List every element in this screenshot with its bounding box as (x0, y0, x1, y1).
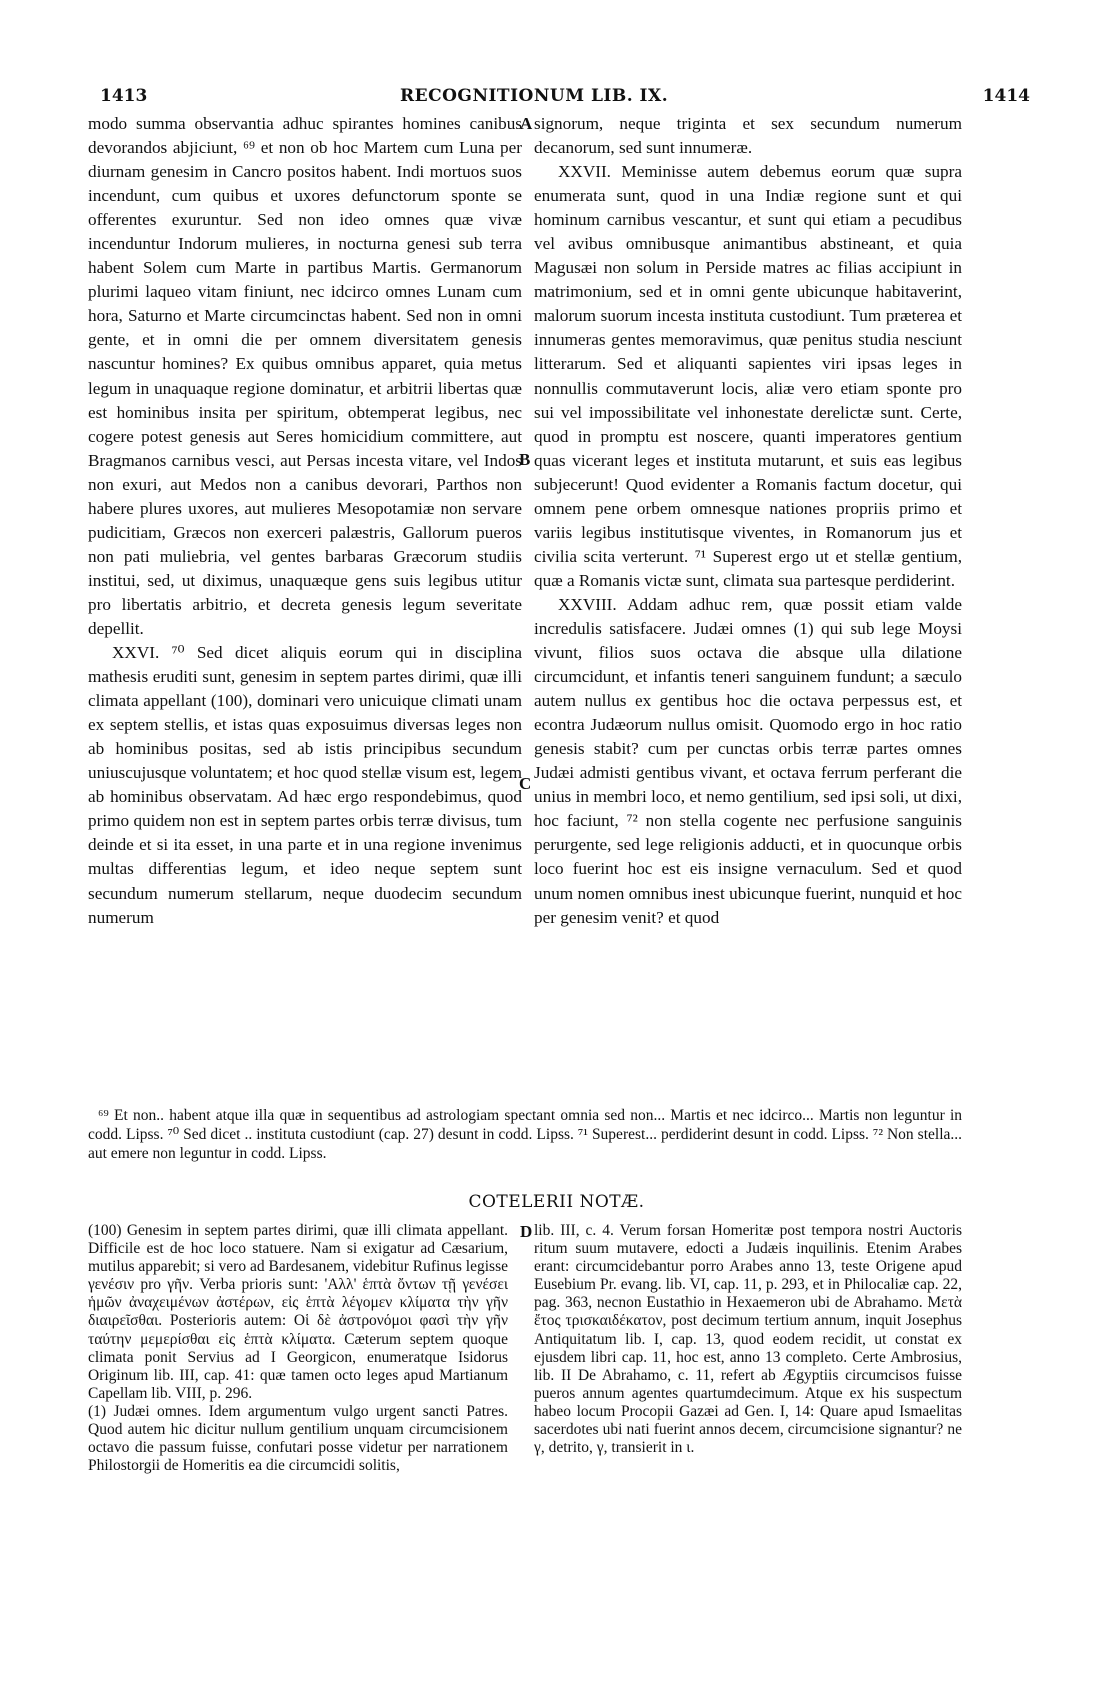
left-column (88, 112, 522, 1090)
note-paragraph: (100) Genesim in septem partes dirimi, quæ illi climata appellant. Difficile est de hoc loco statuere. Nam si exigatur ad Cæsarium, mutilus apparebit; si vero ad Bardesanem, videbitur Rufinus legisse γενέσιν pro γῆν. Verba prioris sunt: 'Αλλ' ἑπτὰ ὄντων τῇ γενέσει ἡμῶν ἀναχειμένων ἀστέρων, εἰς ἑπτὰ λέγομεν κλίματα τὴν γῆν διαιρεῖσθαι. Posterioris autem: Οἱ δὲ ἀστρονόμοι φασὶ τὴν γῆν ταύτην μεμερίσθαι εἰς ἑπτὰ κλίματα. Cæterum septem quoque climata ponit Servius ad I Georgicon, enumeratque Isidorus Originum lib. III, cap. 41: quæ tamen octo leges apud Martianum Capellam lib. VIII, p. 296. (88, 1222, 508, 1402)
note-paragraph: (1) Judæi omnes. Idem argumentum vulgo urgent sancti Patres. Quod autem hic dicitur nullum gentilium unquam circumcisionem octavo die passum fuisse, confutari posse videtur per narrationem Philostorgii de Homeritis ea die circumcidi solitis, (88, 1402, 508, 1475)
paragraph: modo summa observantia adhuc spirantes homines canibus devorandos abjiciunt, ⁶⁹ et non ob hoc Martem cum Luna per diurnam genesim in Cancro positos habent. Indi mortuos suos incendunt, cum quibus et uxores defunctorum sponte se offerentes exuruntur. Sed non ideo omnes quæ vivæ incenduntur Indorum mulieres, in nocturna genesi sub terra habent Solem cum Marte in partibus Martis. Germanorum plurimi laqueo vitam finiunt, nec idcirco omnes Lunam cum hora, Saturno et Marte circumcinctas habent. Sed non in omni gente, et in omni die per omnem diversitatem genesis nascuntur homines? Ex quibus omnibus apparet, quia metus legum in unaquaque regione dominatur, et arbitrii libertas quæ est hominibus insita per spiritum, obtemperat legibus, nec cogere potest genesis aut Seres homicidium committere, aut Bragmanos carnibus vesci, aut Persas incesta vitare, vel Indos non exuri, aut Medos non a canibus devorari, Parthos non habere plures uxores, aut mulieres Mesopotamiæ non servare pudicitiam, Græcos non exerceri palæstris, Gallorum pueros non pati muliebria, vel gentes barbaras Græcorum studiis institui, sed, ut diximus, unaquæque gens suis legibus utitur pro libertatis arbitrio, et decreta genesis legum severitate depellit. (88, 114, 522, 638)
running-header (100, 86, 1030, 112)
page-number-left: 1413 (100, 86, 148, 106)
right-column (534, 112, 962, 1090)
paragraph: XXVII. Meminisse autem debemus eorum quæ supra enumerata sunt, quod in una Indiæ regione sunt et qui hominum carnibus vescantur, et sunt qui etiam a pecudibus vel avibus omnibusque animantibus abstineant, et quia Magusæi non solum in Perside matres ac filias accipiunt in matrimonium, sed et in omni gente ubicunque habitaverint, malorum suorum incesta instituta custodiunt. Tum præterea et innumeras gentes memoravimus, quæ penitus studia nesciunt litterarum. Sed et aliquanti sapientes viri ipsas leges in nonnullis commutaverunt locis, aliæ vero etiam sponte pro sui vel impossibilitate vel inhonestate derelictæ sunt. Certe, quod in promptu est noscere, quanti imperatores gentium quas vicerant leges et instituta mutarunt, et suis eas legibus subjecerunt! Quod evidenter a Romanis factum docetur, qui omnem pene orbem omnesque nationes propriis primo et variis legibus institutisque viventes, in Romanorum jus et civilia scita verterunt. ⁷¹ Superest ergo ut et stellæ gentium, quæ a Romanis victæ sunt, climata sua partesque perdiderint. (534, 162, 962, 590)
paragraph: XXVIII. Addam adhuc rem, quæ possit etiam valde incredulis satisfacere. Judæi omnes (1) qui sub lege Moysi vivunt, filios suos octava die absque ulla dilatione circumcidunt, et infantis teneri sanguinem fundunt; a sæculo autem nullus ex gentibus hoc die octava perpessus est, et econtra Judæorum nullus omisit. Quomodo ergo in hoc ratio genesis stabit? cum per cunctas orbis terræ partes omnes Judæi admisti gentibus vivant, et octava ferrum perferant die unius in membri loco, et nemo gentilium, sed ipsi soli, ut dixi, hoc faciunt, ⁷² non stella cogente nec perfusione sanguinis perurgente, sed lege religionis adducti, et in quocunque orbis loco fuerint hoc est eis insigne vernaculum. Sed et quod unum nomen omnibus inest ubicunque fuerint, nunquid et hoc per genesim venit? et quod (534, 594, 962, 927)
paragraph: signorum, neque triginta et sex secundum numerum decanorum, sed sunt innumeræ. (534, 114, 962, 158)
running-title: RECOGNITIONUM LIB. IX. (400, 86, 669, 106)
paragraph: XXVI. ⁷⁰ Sed dicet aliquis eorum qui in disciplina mathesis eruditi sunt, genesim in septem partes dirimi, quæ illi climata appellant (100), dominari vero unicuique climati unam ex septem stellis, et istas quas exposuimus diversas leges non ab hominibus positas, sed ab istis principibus secundum uniuscujusque voluntatem; et hoc quod stellæ visum est, legem ab hominibus observatam. Ad hæc ergo respondebimus, quod primo quidem non est in septem partes orbis terræ divisus, tum deinde et si ita esset, in una parte et in una regione invenimus multas differentias legum, et ideo neque septem sunt secundum numerum stellarum, neque duodecim secundum numerum (88, 643, 522, 927)
notes-title: COTELERII NOTÆ. (468, 1192, 645, 1212)
note-paragraph: lib. III, c. 4. Verum forsan Homeritæ post tempora nostri Auctoris ritum suum mutavere, edocti a Judæis inquilinis. Etenim Arabes erant: circumcidebantur porro Arabes anno 13, teste Origene apud Eusebium Pr. evang. lib. VI, cap. 11, p. 293, et in Philocaliæ cap. 22, pag. 363, necnon Eustathio in Hexaemeron ubi de Abrahamo. Μετὰ ἔτος τρισκαιδέκατον, post decimum tertium annum, inquit Josephus Antiquitatum lib. I, cap. 13, quod eodem recidit, ut constat ex ejusdem libri cap. 11, hoc est, anno 13 completo. Certe Ambrosius, lib. II De Abrahamo, c. 11, refert ab Ægyptiis circumcisos fuisse pueros annum agentes quartumdecimum. Atque ex his suspectum habeo locum Procopii Gazæi ad Gen. I, 14: Quare apud Ismaelitas sacerdotes ubi nati fuerint annos decem, circumcisione signantur? ne γ, detrito, γ, transierit in ι. (534, 1222, 962, 1457)
notes-left-column (88, 1222, 508, 1642)
margin-marker-b: B (519, 450, 531, 469)
margin-marker-c: C (519, 774, 532, 793)
footnotes (88, 1106, 962, 1163)
footnote-text: ⁶⁹ Et non.. habent atque illa quæ in sequentibus ad astrologiam spectant omnia sed non... Martis et nec idcirco... Martis non leguntur in codd. Lipss. ⁷⁰ Sed dicet .. instituta custodiunt (cap. 27) desunt in codd. Lipss. ⁷¹ Superest... perdiderint desunt in codd. Lipss. ⁷² Non stella... aut emere non leguntur in codd. Lipss. (88, 1107, 962, 1162)
notes-right-column (534, 1222, 962, 1642)
margin-marker-a: A (520, 114, 533, 133)
margin-marker-d: D (520, 1222, 533, 1241)
page-number-right: 1414 (982, 86, 1030, 106)
